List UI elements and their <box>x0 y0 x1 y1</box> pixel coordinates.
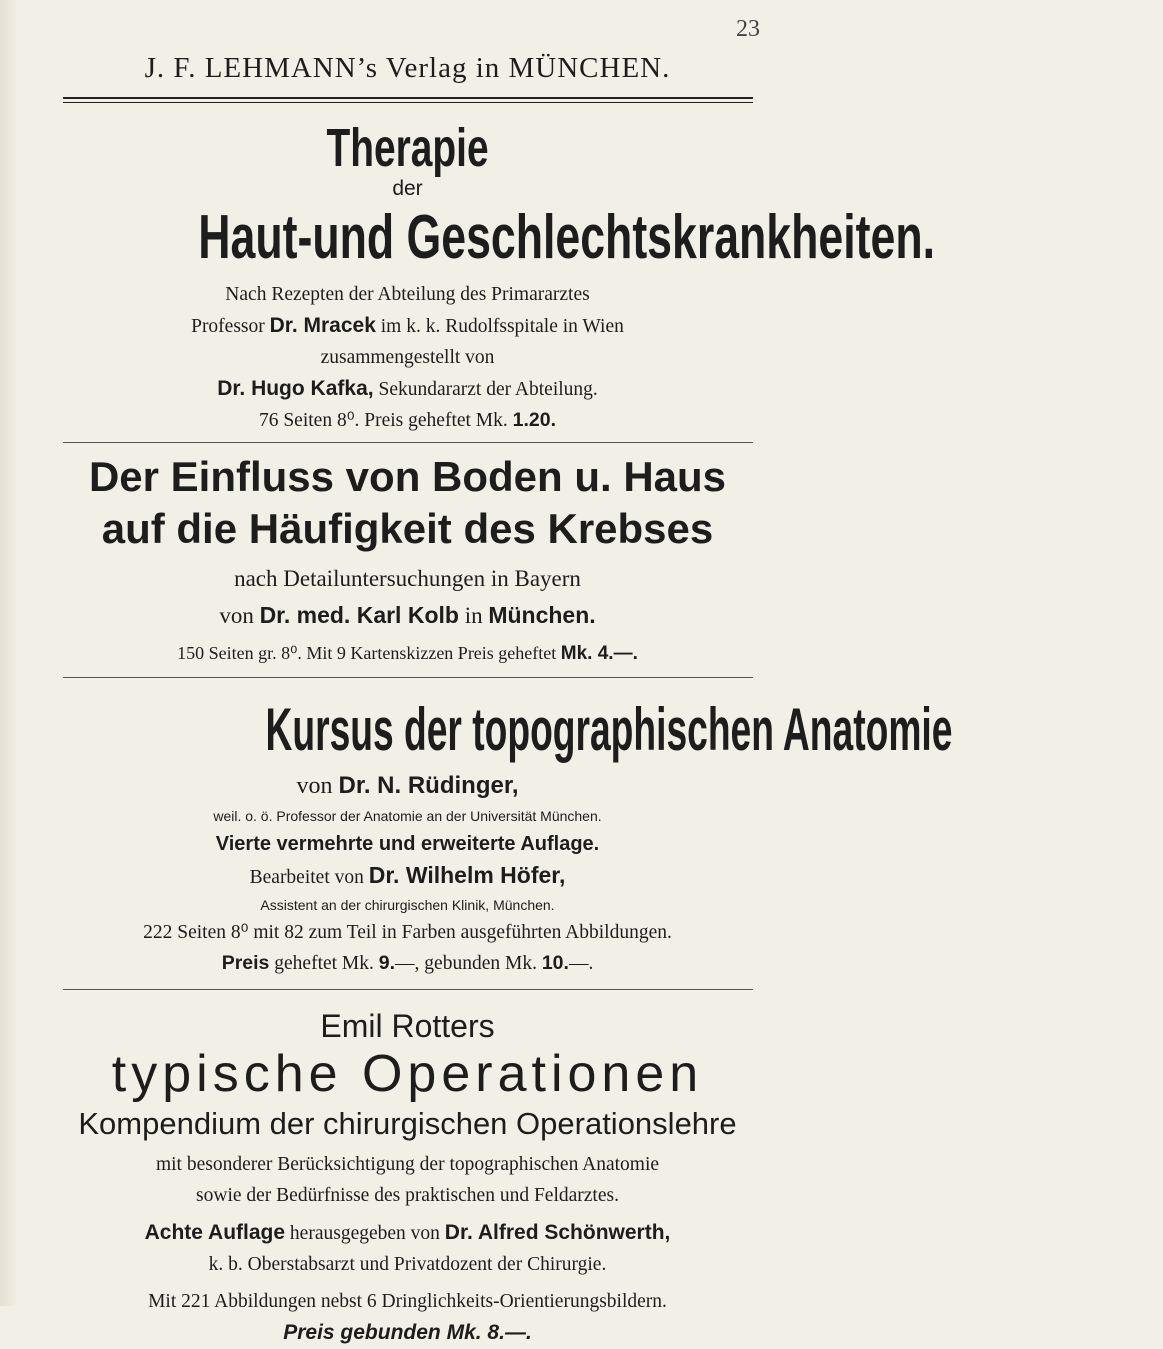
book1-line1: Nach Rezepten der Abteilung des Primararztes <box>225 284 590 305</box>
book1-title-der: der <box>392 177 423 200</box>
book3-title: Kursus der topographischen Anatomie <box>265 696 953 763</box>
book3-line3: Vierte vermehrte und erweiterte Auflage. <box>215 833 600 855</box>
book1-title-line1: Therapie <box>326 118 489 178</box>
book1-line4: Dr. Hugo Kafka, Sekundararzt der Abteilung. <box>217 377 598 400</box>
book2-line3: 150 Seiten gr. 8⁰. Mit 9 Kartenskizzen Preis geheftet Mk. 4.—. <box>177 643 638 664</box>
book-anatomie <box>55 696 953 979</box>
book1-line3: zusammengestellt von <box>320 347 495 368</box>
publisher-header: J. F. LEHMANN’s Verlag in MÜNCHEN. <box>144 52 671 84</box>
book1-line2: Professor Dr. Mracek im k. k. Rudolfsspitale in Wien <box>191 314 624 337</box>
book-operationen <box>55 1008 760 1349</box>
book3-line7: Preis geheftet Mk. 9.—, gebunden Mk. 10.—. <box>221 952 594 974</box>
book1-line5: 76 Seiten 8⁰. Preis geheftet Mk. 1.20. <box>258 409 557 431</box>
book4-line1: mit besonderer Berücksichtigung der topographischen Anatomie <box>155 1154 660 1175</box>
page-edge-shadow <box>0 0 18 1306</box>
book2-title-line1: Der Einfluss von Boden u. Haus <box>88 453 727 500</box>
divider-1 <box>63 442 753 443</box>
book4-line5: Mit 221 Abbildungen nebst 6 Dringlichkeits-Orientierungsbildern. <box>148 1291 667 1312</box>
divider-3 <box>63 989 753 990</box>
header-double-rule <box>63 97 753 103</box>
book3-line5: Assistent an der chirurgischen Klinik, München. <box>260 897 555 913</box>
book3-line4: Bearbeitet von Dr. Wilhelm Höfer, <box>249 862 566 888</box>
book4-price: Preis gebunden Mk. 8.—. <box>283 1321 532 1344</box>
book3-line6: 222 Seiten 8⁰ mit 82 zum Teil in Farben ausgeführten Abbildungen. <box>143 922 672 943</box>
book4-title: typische Operationen <box>111 1045 704 1103</box>
book4-line2: sowie der Bedürfnisse des praktischen und Feldarztes. <box>196 1185 619 1206</box>
book2-line2: von Dr. med. Karl Kolb in München. <box>219 602 596 628</box>
book-therapie <box>55 118 935 436</box>
page-content <box>55 0 953 1349</box>
book3-line1: von Dr. N. Rüdinger, <box>296 772 519 799</box>
book2-line1: nach Detailuntersuchungen in Bayern <box>234 566 581 591</box>
book2-title-line2: auf die Häufigkeit des Krebses <box>101 505 714 552</box>
book4-subtitle: Kompendium der chirurgischen Operationslehre <box>78 1106 737 1141</box>
book-krebses <box>55 451 760 669</box>
page-number: 23 <box>736 16 760 42</box>
divider-2 <box>63 677 753 678</box>
book1-title-line2: Haut-und Geschlechtskrankheiten. <box>198 203 935 272</box>
book3-line2: weil. o. ö. Professor der Anatomie an der Universität München. <box>213 808 602 824</box>
book4-line3: Achte Auflage herausgegeben von Dr. Alfred Schönwerth, <box>144 1221 671 1244</box>
book4-line4: k. b. Oberstabsarzt und Privatdozent der Chirurgie. <box>208 1254 607 1275</box>
book4-author: Emil Rotters <box>320 1008 495 1044</box>
